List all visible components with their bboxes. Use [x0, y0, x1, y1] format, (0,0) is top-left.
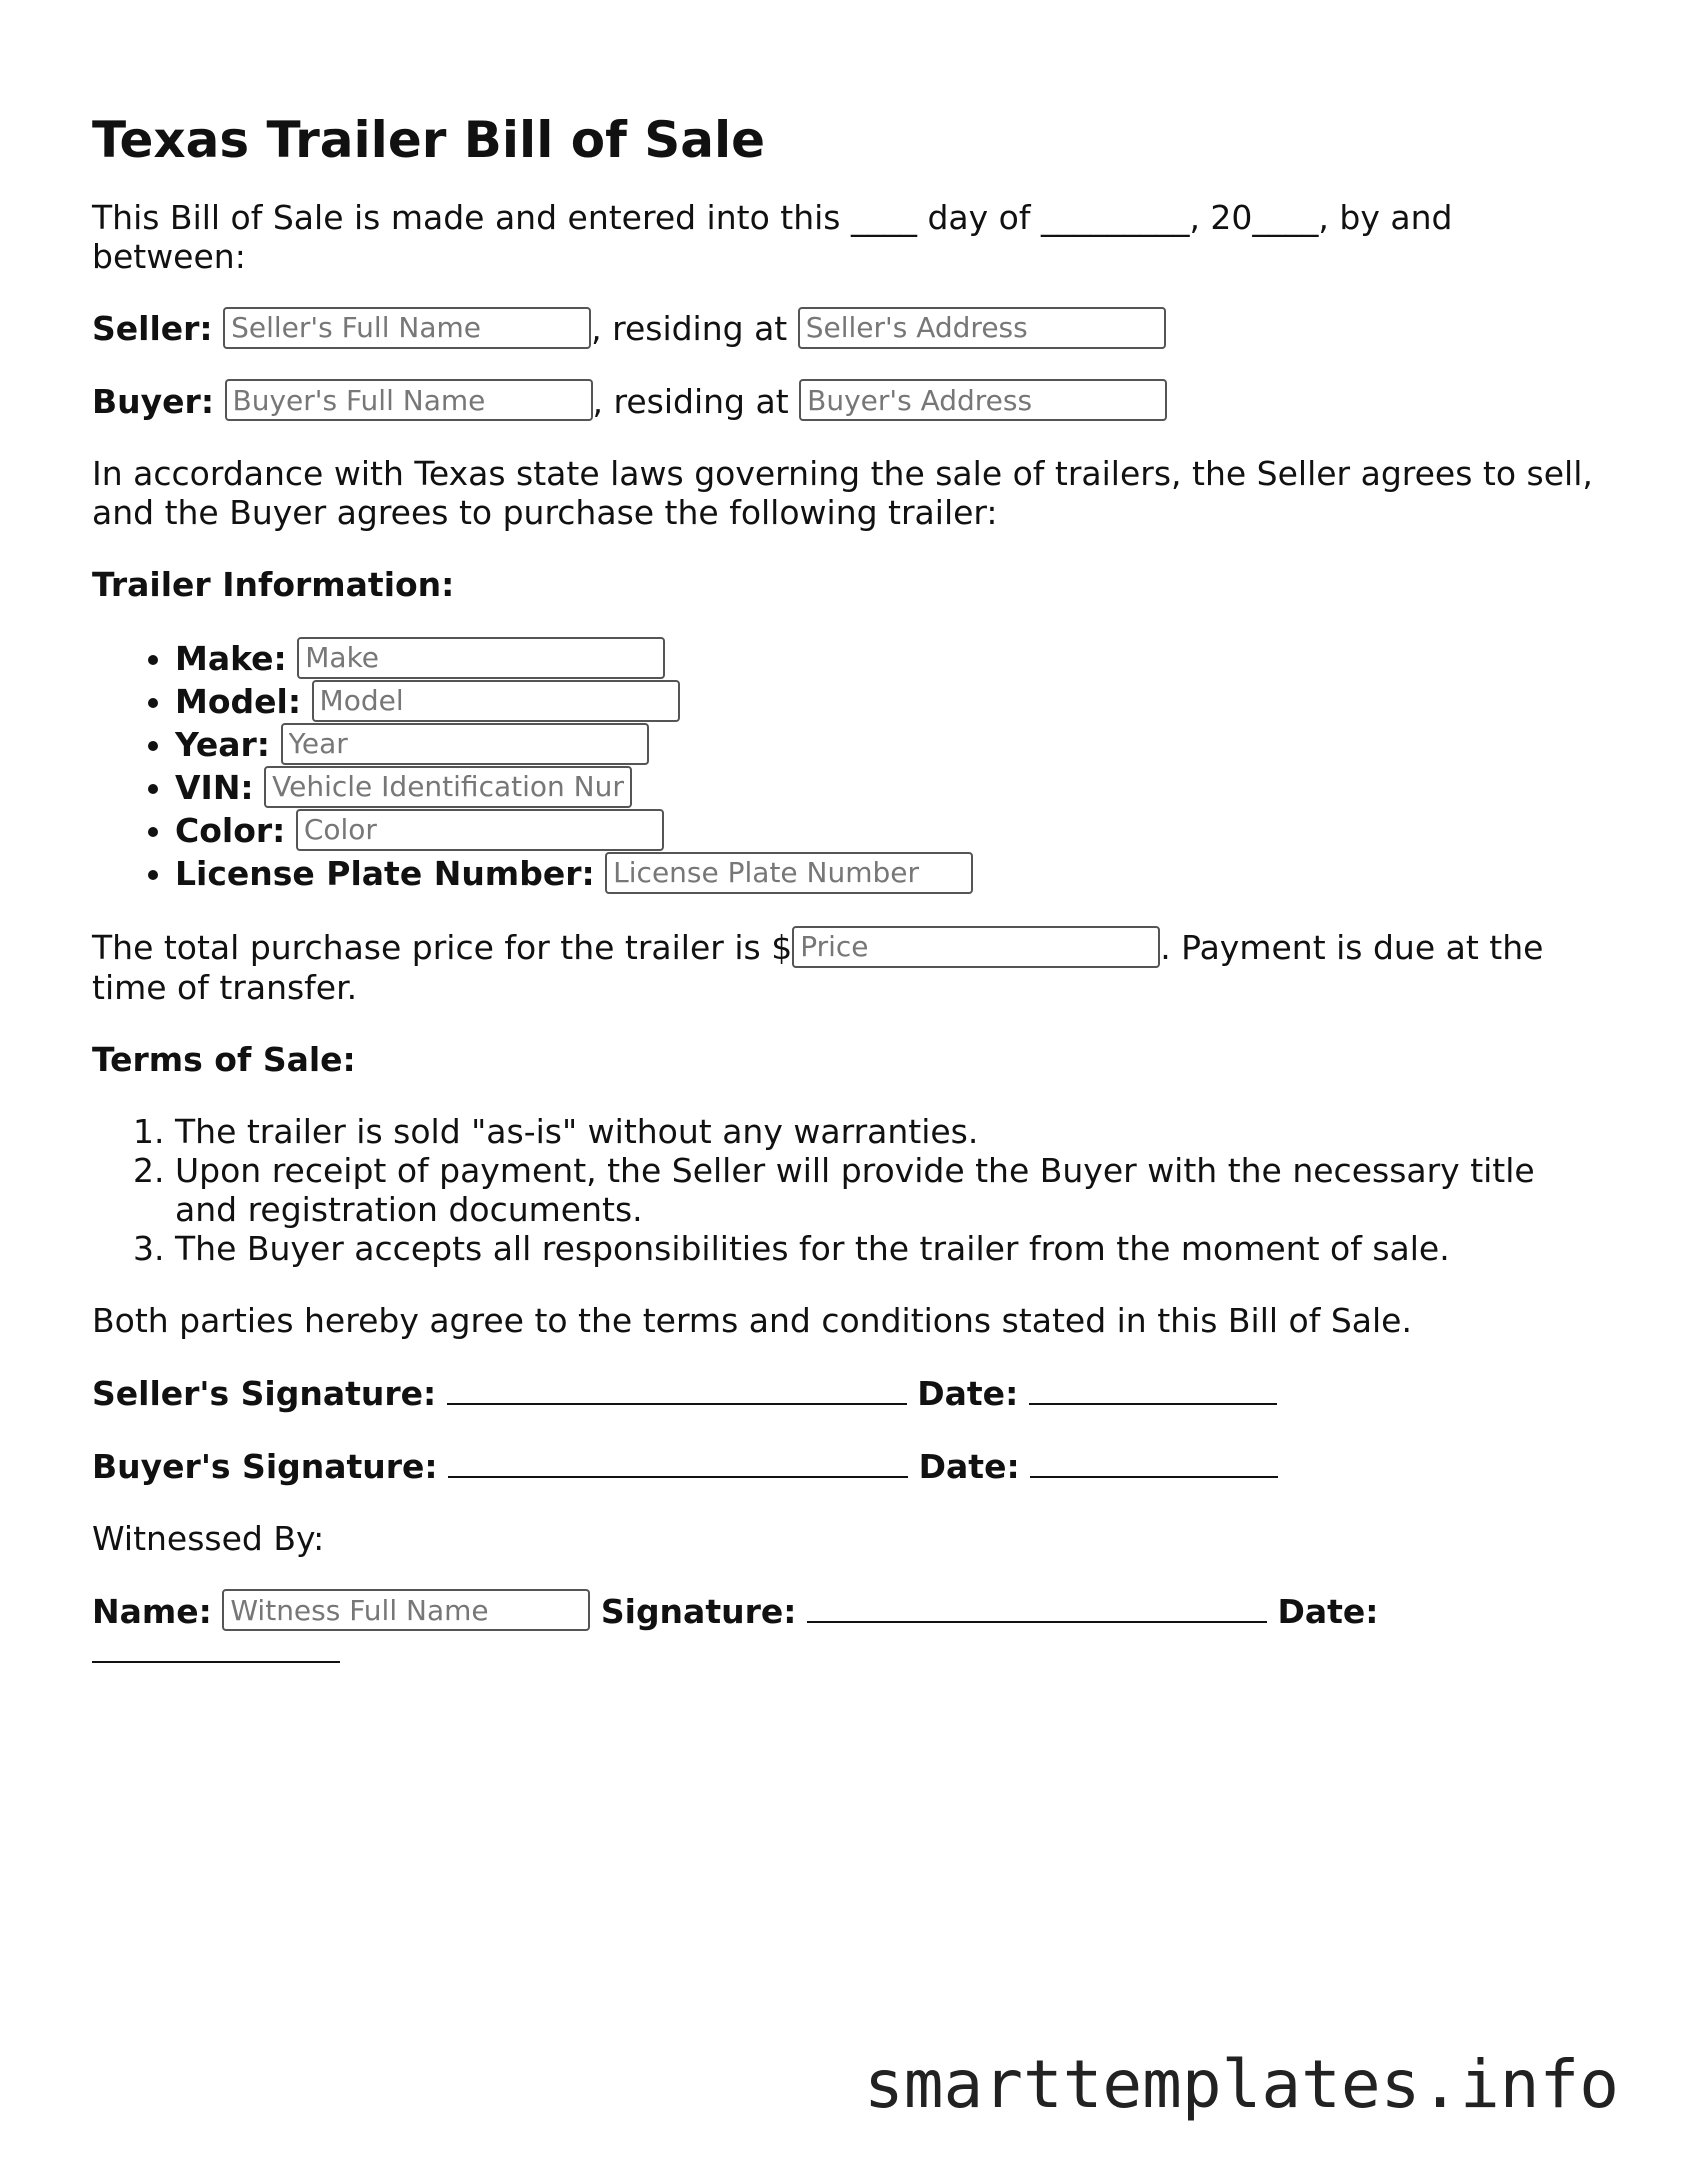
- list-item: [175, 637, 1602, 680]
- make-label: Make:: [175, 639, 287, 678]
- witness-date-label: Date:: [1277, 1591, 1379, 1631]
- price-text-before: The total purchase price for the trailer is $: [92, 928, 793, 967]
- buyer-signature-label: Buyer's Signature:: [92, 1446, 438, 1486]
- buyer-row: [92, 382, 1602, 422]
- price-text-after: . Payment is due at the time of transfer.: [92, 928, 1544, 1007]
- list-item: [175, 809, 1602, 852]
- price-paragraph: [92, 928, 1602, 1007]
- list-item: 3. The Buyer accepts all responsibilities for the trailer from the moment of sale.: [175, 1229, 1602, 1268]
- watermark: smarttemplates.info: [864, 2046, 1619, 2123]
- year-label: Year:: [175, 725, 270, 764]
- vin-label: VIN:: [175, 768, 254, 807]
- closing-paragraph: Both parties hereby agree to the terms and conditions stated in this Bill of Sale.: [92, 1300, 1412, 1340]
- buyer-date-label: Date:: [918, 1446, 1020, 1486]
- buyer-signature-line[interactable]: [448, 1446, 908, 1478]
- witness-name-label: Name:: [92, 1591, 212, 1631]
- buyer-label: Buyer:: [92, 381, 215, 421]
- make-input[interactable]: [297, 637, 665, 679]
- list-item: [175, 852, 1602, 895]
- seller-residing-text: , residing at: [591, 309, 798, 348]
- witness-signature-label: Signature:: [600, 1591, 797, 1631]
- seller-label: Seller:: [92, 309, 213, 348]
- buyer-address-input[interactable]: [799, 379, 1167, 421]
- license-plate-label: License Plate Number:: [175, 854, 595, 893]
- list-item: [175, 766, 1602, 809]
- seller-signature-line[interactable]: [447, 1373, 907, 1405]
- license-plate-input[interactable]: [605, 852, 973, 894]
- seller-row: [92, 309, 1602, 349]
- list-item: [175, 680, 1602, 723]
- model-input[interactable]: [312, 680, 680, 722]
- seller-date-label: Date:: [917, 1373, 1019, 1413]
- price-input[interactable]: [792, 926, 1160, 968]
- seller-date-line[interactable]: [1029, 1373, 1277, 1405]
- list-item: [175, 723, 1602, 766]
- trailer-info-list: [92, 637, 1602, 895]
- color-input[interactable]: [296, 809, 664, 851]
- color-label: Color:: [175, 811, 286, 850]
- vin-input[interactable]: [264, 766, 632, 808]
- witness-heading: Witnessed By:: [92, 1518, 325, 1558]
- buyer-name-input[interactable]: [225, 379, 593, 421]
- list-item: 2. Upon receipt of payment, the Seller will provide the Buyer with the necessary title and registration documents.: [175, 1151, 1602, 1229]
- buyer-signature-row: [92, 1446, 1602, 1486]
- seller-address-input[interactable]: [798, 307, 1166, 349]
- witness-signature-line[interactable]: [807, 1591, 1267, 1623]
- terms-list: [92, 1112, 1602, 1268]
- buyer-date-line[interactable]: [1030, 1446, 1278, 1478]
- witness-name-input[interactable]: [222, 1589, 590, 1631]
- document: [92, 110, 1602, 1671]
- seller-signature-row: [92, 1373, 1602, 1413]
- page-title: Texas Trailer Bill of Sale: [92, 111, 766, 169]
- model-label: Model:: [175, 682, 302, 721]
- witness-row: [92, 1591, 1602, 1672]
- list-item: 1. The trailer is sold "as-is" without any warranties.: [175, 1112, 1602, 1151]
- seller-signature-label: Seller's Signature:: [92, 1373, 437, 1413]
- year-input[interactable]: [281, 723, 649, 765]
- trailer-info-heading: Trailer Information:: [92, 565, 455, 604]
- seller-name-input[interactable]: [223, 307, 591, 349]
- intro-paragraph: This Bill of Sale is made and entered into this ____ day of _________, 20____, by and between:: [92, 198, 1453, 276]
- witness-date-line[interactable]: [92, 1631, 340, 1663]
- terms-heading: Terms of Sale:: [92, 1039, 356, 1079]
- agreement-paragraph: In accordance with Texas state laws governing the sale of trailers, the Seller agrees to sell, and the Buyer agrees to purchase the following trailer:: [92, 454, 1593, 532]
- buyer-residing-text: , residing at: [592, 381, 800, 421]
